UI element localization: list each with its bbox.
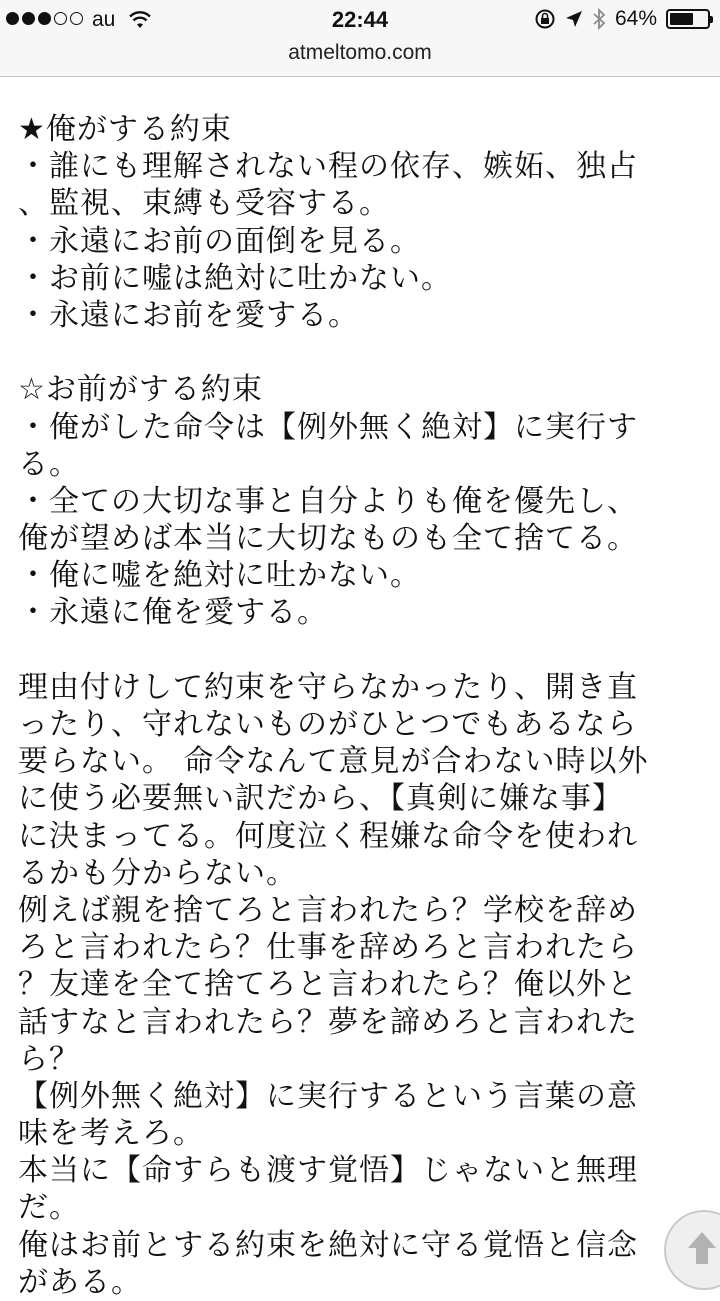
text-line: ろと言われたら？仕事を辞めろと言われたら — [18, 930, 638, 966]
blank-line — [18, 632, 708, 669]
text-line: がある。 — [18, 1264, 142, 1300]
text-line: ・お前に嘘は絶対に吐かない。 — [18, 260, 452, 296]
text-line: 、監視、束縛も受容する。 — [18, 186, 390, 222]
text-line: ★俺がする約束 — [18, 112, 232, 147]
text-line: に使う必要無い訳だから、【真剣に嫌な事】 — [18, 781, 623, 817]
text-line: ・永遠にお前の面倒を見る。 — [18, 223, 421, 259]
text-line: 味を考えろ。 — [18, 1116, 204, 1152]
text-line: ・誰にも理解されない程の依存、嫉妬、独占 — [18, 149, 638, 185]
address-bar[interactable] — [0, 40, 720, 77]
text-line: ・全ての大切な事と自分よりも俺を優先し、 — [18, 483, 638, 519]
text-line: ？友達を全て捨てろと言われたら？俺以外と — [18, 967, 638, 1003]
battery-percent: 64% — [614, 7, 657, 30]
clock: 22:44 — [331, 7, 389, 32]
text-line: ☆お前がする約束 — [18, 372, 263, 408]
text-line: ら？ — [18, 1041, 80, 1077]
location-arrow-icon — [565, 10, 583, 28]
bluetooth-icon — [592, 8, 606, 30]
text-line: 俺はお前とする約束を絶対に守る覚悟と信念 — [18, 1227, 638, 1263]
arrow-up-icon — [682, 1228, 720, 1268]
text-line: 話すなと言われたら？夢を諦めろと言われた — [18, 1004, 638, 1040]
article-body — [18, 111, 708, 1301]
blank-line — [18, 334, 708, 371]
text-line: ・永遠にお前を愛する。 — [18, 297, 359, 333]
text-line: る。 — [18, 446, 80, 482]
text-line: に決まってる。何度泣く程嫌な命令を使われ — [18, 818, 638, 854]
text-line: ったり、守れないものがひとつでもあるなら — [18, 707, 638, 742]
rotation-lock-icon — [534, 8, 556, 30]
text-line: 俺が望めば本当に大切なものも全て捨てる。 — [18, 521, 638, 557]
battery-icon — [666, 9, 710, 29]
text-line: 理由付けして約束を守らなかったり、開き直 — [18, 669, 638, 705]
text-line: ・俺に嘘を絶対に吐かない。 — [18, 558, 421, 594]
text-line: 【例外無く絶対】に実行するという言葉の意 — [18, 1078, 638, 1114]
text-line: ・俺がした命令は【例外無く絶対】に実行す — [18, 409, 638, 445]
text-line: 例えば親を捨てろと言われたら？学校を辞め — [18, 892, 638, 928]
status-bar — [0, 0, 720, 40]
text-line: だ。 — [18, 1190, 80, 1226]
text-line: 要らない。 命令なんて意見が合わない時以外 — [18, 744, 649, 780]
address-text: atmeltomo.com — [288, 41, 432, 64]
text-line: るかも分からない。 — [18, 855, 297, 891]
text-line: ・永遠に俺を愛する。 — [18, 595, 328, 631]
carrier-name: au — [92, 8, 116, 31]
text-line: 本当に【命すらも渡す覚悟】じゃないと無理 — [18, 1153, 638, 1189]
